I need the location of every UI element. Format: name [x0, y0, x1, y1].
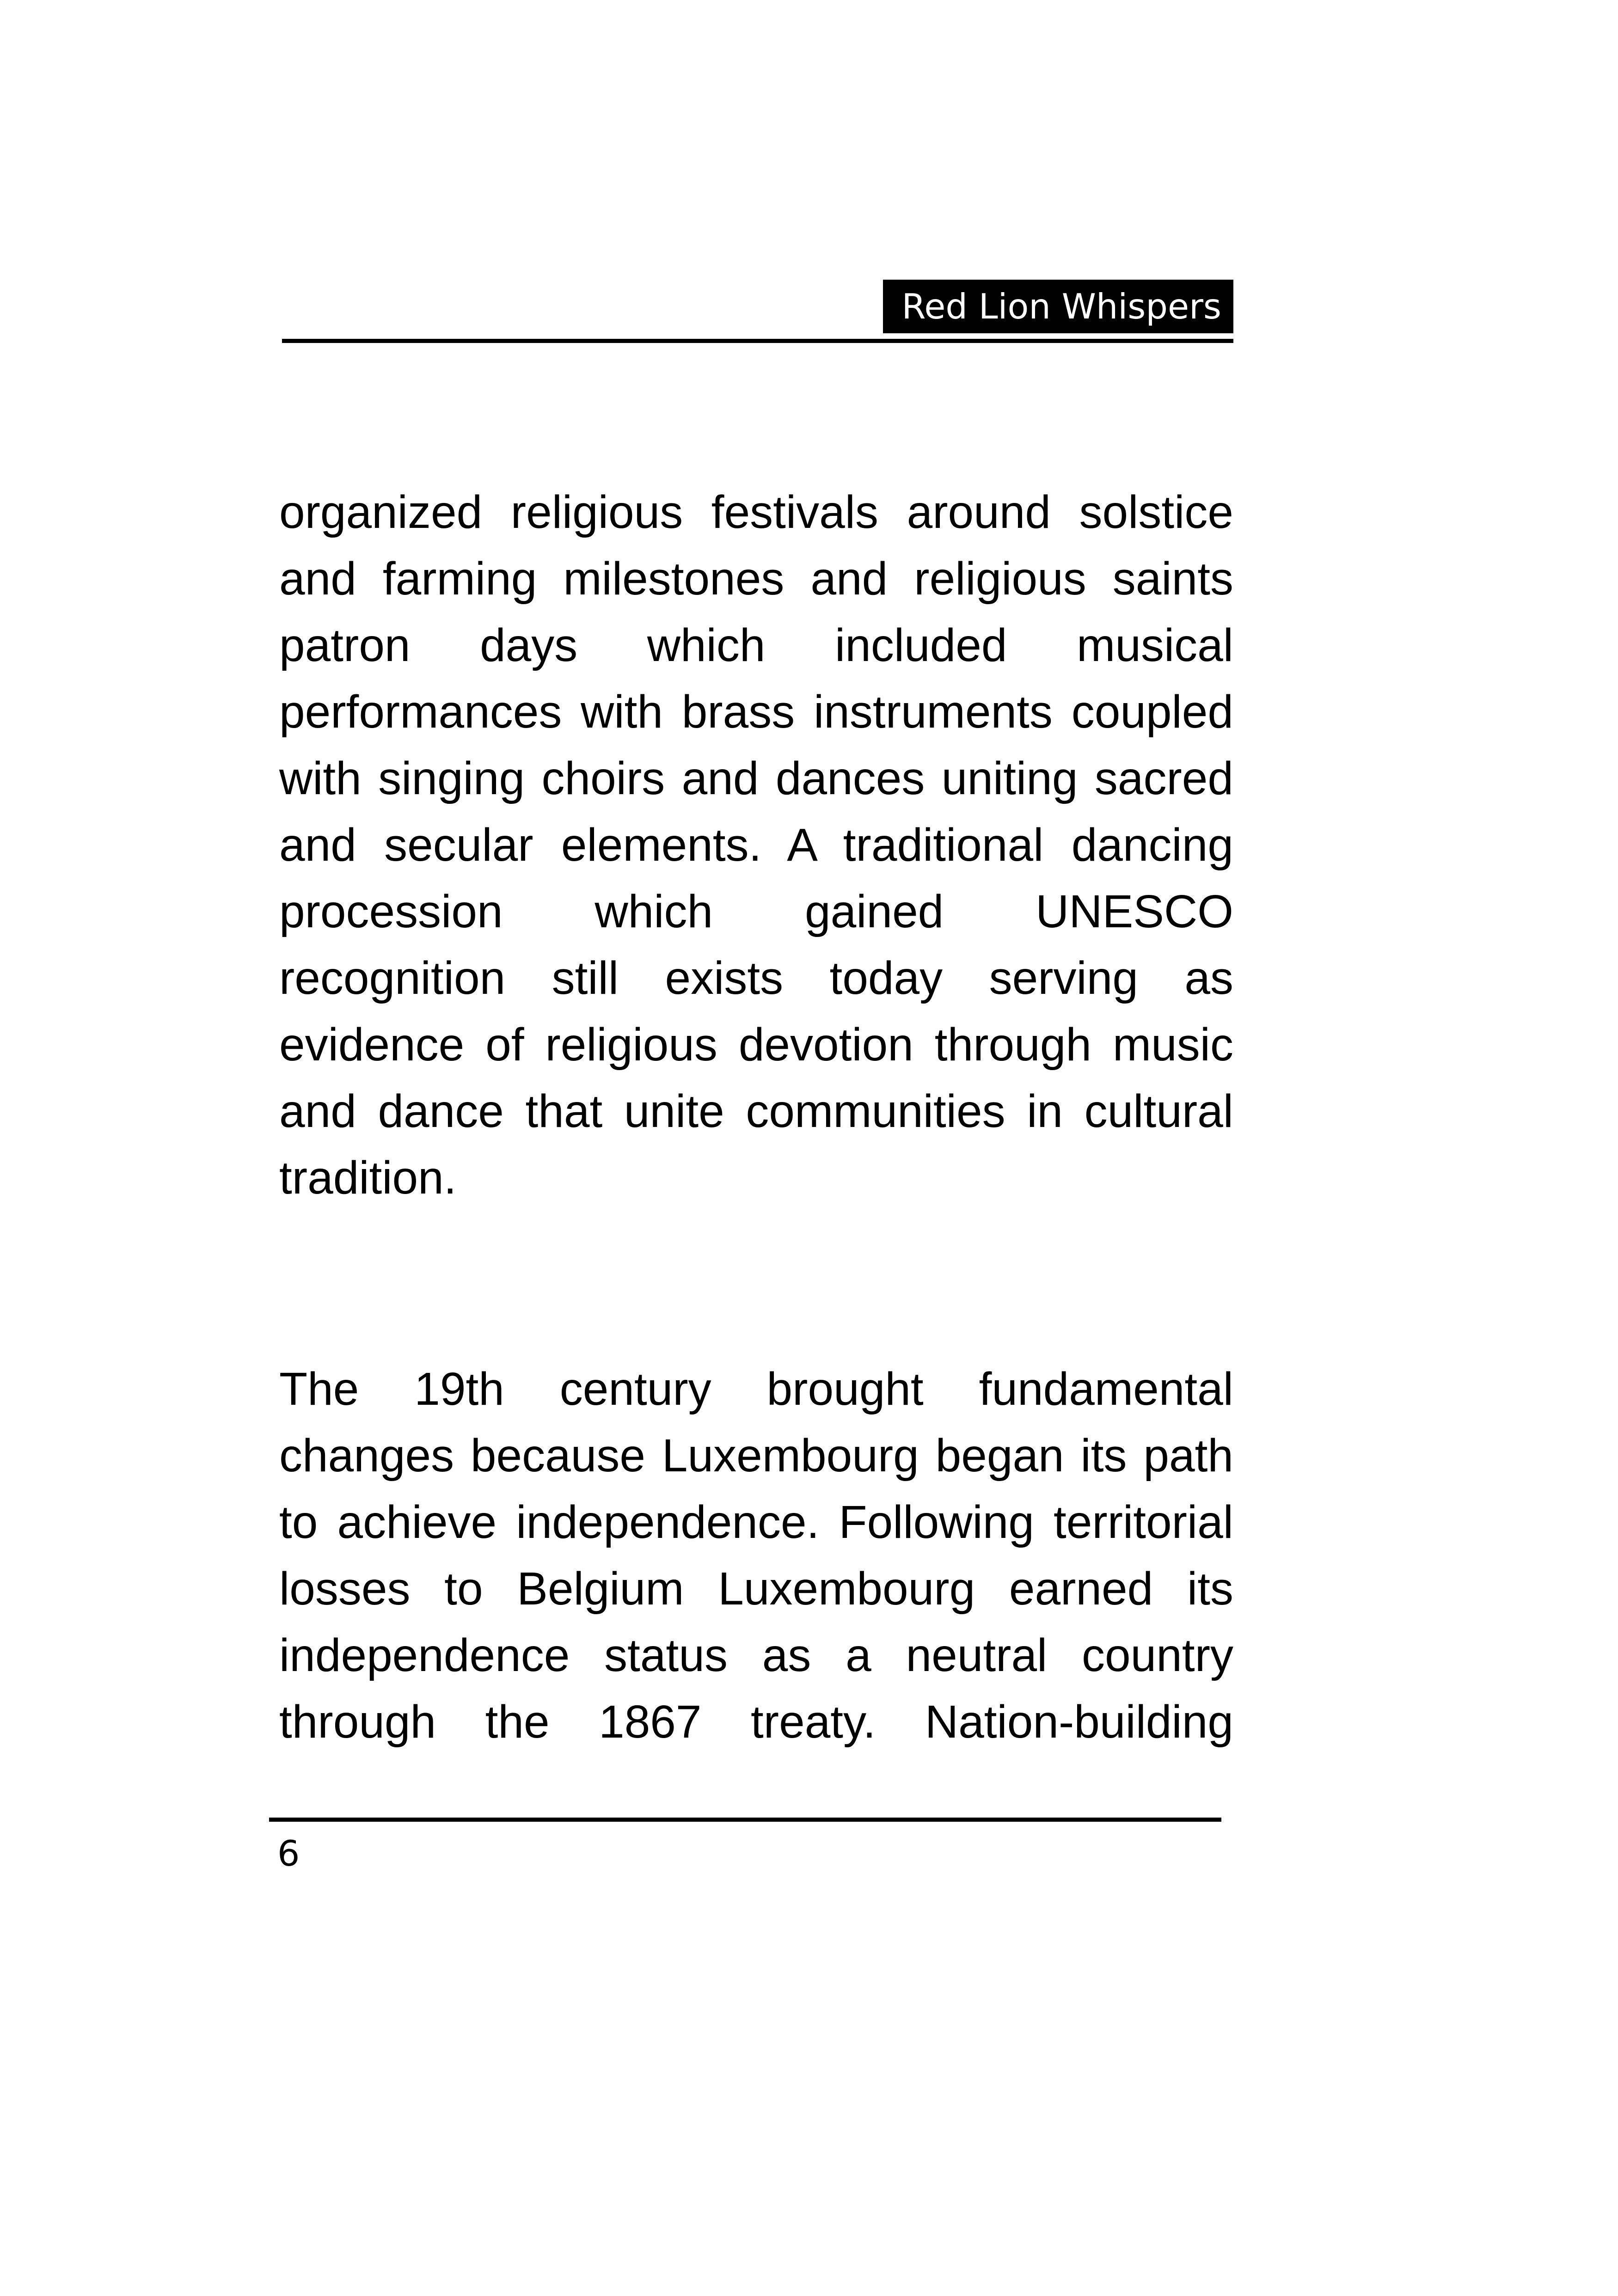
- page-number: 6: [277, 1833, 300, 1874]
- paragraph-line: and secular elements. A traditional dancing: [279, 819, 1233, 871]
- paragraph-line: through the 1867 treaty. Nation-building: [279, 1696, 1233, 1748]
- paragraph-line: and farming milestones and religious saints: [279, 553, 1233, 605]
- paragraph-line: losses to Belgium Luxembourg earned its: [279, 1563, 1233, 1615]
- paragraph-line: procession which gained UNESCO: [279, 886, 1233, 937]
- paragraph-line: and dance that unite communities in cultural: [279, 1085, 1233, 1137]
- paragraph-line: recognition still exists today serving as: [279, 952, 1233, 1004]
- paragraph-line: The 19th century brought fundamental: [279, 1363, 1233, 1415]
- paragraph-2: [279, 1356, 1233, 1755]
- paragraph-1: [279, 479, 1233, 1211]
- header-rule: [282, 339, 1233, 343]
- paragraph-line: patron days which included musical: [279, 619, 1233, 671]
- paragraph-line: to achieve independence. Following territorial: [279, 1496, 1233, 1548]
- footer-rule: [269, 1818, 1221, 1822]
- paragraph-line: tradition.: [279, 1152, 457, 1204]
- paragraph-line: performances with brass instruments coupled: [279, 686, 1233, 738]
- paragraph-line: changes because Luxembourg began its path: [279, 1430, 1233, 1482]
- running-header-title: Red Lion Whispers: [883, 280, 1233, 333]
- paragraph-line: with singing choirs and dances uniting sacred: [279, 753, 1233, 804]
- paragraph-line: organized religious festivals around solstice: [279, 486, 1233, 538]
- paragraph-line: independence status as a neutral country: [279, 1629, 1233, 1681]
- paragraph-line: evidence of religious devotion through music: [279, 1019, 1233, 1071]
